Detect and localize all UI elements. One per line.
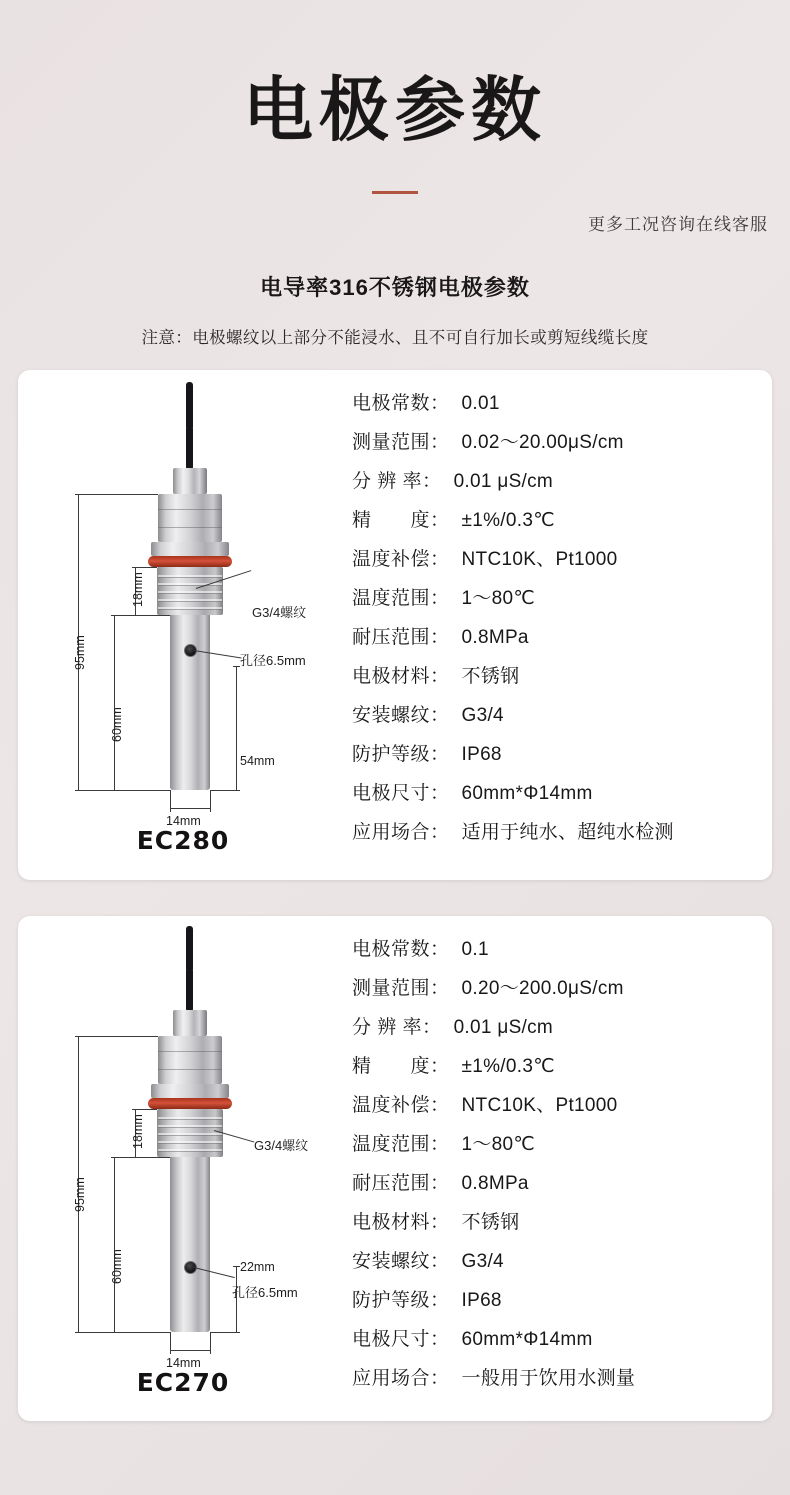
dim-total-label: 95mm — [73, 1177, 87, 1212]
dim-tick — [132, 1157, 139, 1158]
spec-row — [352, 628, 764, 647]
spec-value: ±1%/0.3℃ — [461, 510, 555, 531]
spec-row — [352, 1330, 764, 1349]
dim-ext-line — [210, 1332, 211, 1354]
cable-lower — [186, 968, 193, 1012]
probe-shaft — [170, 1157, 210, 1332]
spec-row — [352, 1213, 764, 1232]
dim-shaft-line — [114, 615, 115, 790]
dim-diameter-label: 14mm — [166, 1356, 201, 1370]
spec-label: 安装螺纹： — [352, 705, 450, 726]
dim-shaft-line — [114, 1157, 115, 1332]
thread-groove — [158, 575, 222, 577]
spec-value: 60mm*Φ14mm — [461, 1329, 593, 1350]
spec-row — [352, 472, 764, 491]
dim-ext-line — [78, 494, 158, 495]
callout-hole: 孔径6.5mm — [232, 1285, 298, 1300]
spec-label: 测量范围： — [352, 432, 450, 453]
spec-row — [352, 940, 764, 959]
spec-label: 温度补偿： — [352, 549, 450, 570]
dim-tick — [233, 666, 240, 667]
spec-row — [352, 706, 764, 725]
page-title: 电极参数 — [243, 69, 547, 151]
cable-upper — [186, 382, 193, 430]
spec-value: G3/4 — [461, 1251, 504, 1272]
thread-groove — [158, 1125, 222, 1127]
spec-value: 0.20～200.0μS/cm — [461, 978, 624, 999]
spec-row — [352, 550, 764, 569]
spec-value: 0.8MPa — [461, 1173, 529, 1194]
thread-groove — [158, 1117, 222, 1119]
probe-figure-ec280 — [18, 370, 348, 880]
spec-value: 不锈钢 — [461, 1212, 520, 1233]
cable-lower — [186, 426, 193, 470]
nut-edge-line — [158, 527, 222, 528]
spec-value: 60mm*Φ14mm — [461, 783, 593, 804]
spec-label: 精 度： — [352, 1056, 450, 1077]
probe-shaft — [170, 615, 210, 790]
dim-lower-line — [236, 666, 237, 790]
thread-groove — [158, 1149, 222, 1151]
page-header — [0, 0, 790, 348]
spec-value: 适用于纯水、超纯水检测 — [461, 822, 674, 843]
spec-row — [352, 511, 764, 530]
spec-row — [352, 1018, 764, 1037]
product-card-ec280 — [18, 370, 772, 880]
thread-groove — [158, 599, 222, 601]
spec-label: 温度范围： — [352, 588, 450, 609]
probe-o-ring — [148, 556, 232, 567]
spec-list-ec270 — [348, 916, 772, 1421]
thread-groove — [158, 591, 222, 593]
dim-lower-label: 22mm — [240, 1260, 275, 1274]
section-title: 电导率316不锈钢电极参数 — [260, 275, 530, 300]
spec-row — [352, 433, 764, 452]
model-name-ec270: EC270 — [136, 1368, 230, 1397]
spec-value: 0.01 — [461, 393, 500, 414]
dim-ext-line — [78, 790, 170, 791]
callout-thread-spec: G3/4螺纹 — [252, 605, 307, 620]
spec-value: 0.02～20.00μS/cm — [461, 432, 624, 453]
spec-row — [352, 745, 764, 764]
dim-ext-line — [210, 1332, 236, 1333]
title-divider — [372, 191, 418, 194]
probe-figure-ec270 — [18, 916, 348, 1421]
probe-hex-nut — [158, 494, 222, 542]
spec-row — [352, 1252, 764, 1271]
spec-value: NTC10K、Pt1000 — [461, 1095, 618, 1116]
nut-edge-line — [158, 509, 222, 510]
dim-ext-line — [170, 790, 171, 812]
dim-shaft-label: 60mm — [110, 1249, 124, 1284]
spec-row — [352, 979, 764, 998]
callout-thread-spec: G3/4螺纹 — [254, 1138, 309, 1153]
spec-value: 0.1 — [461, 939, 489, 960]
spec-value: 0.01 μS/cm — [453, 471, 554, 492]
spec-label: 电极材料： — [352, 666, 450, 687]
spec-label: 电极常数： — [352, 393, 450, 414]
spec-value: 不锈钢 — [461, 666, 520, 687]
spec-label: 电极常数： — [352, 939, 450, 960]
probe-collar — [173, 468, 207, 494]
spec-value: IP68 — [461, 744, 502, 765]
spec-row — [352, 823, 764, 842]
spec-label: 电极材料： — [352, 1212, 450, 1233]
spec-label: 温度补偿： — [352, 1095, 450, 1116]
dim-total-label: 95mm — [73, 635, 87, 670]
product-card-ec270 — [18, 916, 772, 1421]
spec-label: 精 度： — [352, 510, 450, 531]
dim-diameter-line — [170, 808, 210, 809]
online-service-note: 更多工况咨询在线客服 — [588, 215, 768, 234]
probe-collar — [173, 1010, 207, 1036]
model-name-ec280: EC280 — [136, 826, 230, 855]
dim-tick — [111, 790, 118, 791]
dim-lower-label: 54mm — [240, 754, 275, 768]
spec-value: NTC10K、Pt1000 — [461, 549, 618, 570]
nut-edge-line — [158, 1069, 222, 1070]
spec-label: 电极尺寸： — [352, 783, 450, 804]
spec-label: 防护等级： — [352, 1290, 450, 1311]
dim-thread-label: 18mm — [131, 572, 145, 607]
spec-row — [352, 784, 764, 803]
dim-tick — [111, 1332, 118, 1333]
spec-value: 0.8MPa — [461, 627, 529, 648]
spec-label: 安装螺纹： — [352, 1251, 450, 1272]
spec-label: 分 辨 率： — [352, 471, 442, 492]
spec-row — [352, 1174, 764, 1193]
dim-shaft-label: 60mm — [110, 707, 124, 742]
spec-row — [352, 589, 764, 608]
spec-row — [352, 1057, 764, 1076]
dim-ext-line — [135, 567, 157, 568]
dim-ext-line — [210, 790, 236, 791]
spec-label: 分 辨 率： — [352, 1017, 442, 1038]
dim-ext-line — [78, 1036, 158, 1037]
nut-edge-line — [158, 1051, 222, 1052]
thread-groove — [158, 1141, 222, 1143]
spec-row — [352, 1135, 764, 1154]
spec-value: 1～80℃ — [461, 588, 536, 609]
spec-value: ±1%/0.3℃ — [461, 1056, 555, 1077]
spec-value: G3/4 — [461, 705, 504, 726]
probe-o-ring — [148, 1098, 232, 1109]
thread-groove — [158, 607, 222, 609]
probe-flange — [151, 1084, 229, 1098]
probe-hex-nut — [158, 1036, 222, 1084]
spec-value: 一般用于饮用水测量 — [461, 1368, 636, 1389]
spec-label: 耐压范围： — [352, 1173, 450, 1194]
dim-ext-line — [170, 1332, 171, 1354]
callout-hole: 孔径6.5mm — [240, 653, 306, 668]
dim-ext-line — [114, 615, 170, 616]
spec-label: 防护等级： — [352, 744, 450, 765]
spec-row — [352, 1096, 764, 1115]
spec-value: IP68 — [461, 1290, 502, 1311]
spec-label: 耐压范围： — [352, 627, 450, 648]
spec-value: 0.01 μS/cm — [453, 1017, 554, 1038]
spec-label: 应用场合： — [352, 822, 450, 843]
thread-groove — [158, 1133, 222, 1135]
spec-row — [352, 394, 764, 413]
dim-diameter-label: 14mm — [166, 814, 201, 828]
dim-thread-label: 18mm — [131, 1114, 145, 1149]
spec-row — [352, 667, 764, 686]
spec-label: 测量范围： — [352, 978, 450, 999]
spec-row — [352, 1291, 764, 1310]
dim-ext-line — [78, 1332, 170, 1333]
dim-tick — [132, 615, 139, 616]
probe-flange — [151, 542, 229, 556]
spec-list-ec280 — [348, 370, 772, 880]
dim-ext-line — [210, 790, 211, 812]
spec-value: 1～80℃ — [461, 1134, 536, 1155]
dim-ext-line — [135, 1109, 157, 1110]
spec-label: 温度范围： — [352, 1134, 450, 1155]
spec-row — [352, 1369, 764, 1388]
dim-tick — [233, 1266, 240, 1267]
spec-label: 应用场合： — [352, 1368, 450, 1389]
dim-diameter-line — [170, 1350, 210, 1351]
dim-ext-line — [114, 1157, 170, 1158]
notice-text: 注意：电极螺纹以上部分不能浸水、且不可自行加长或剪短线缆长度 — [141, 329, 649, 347]
cable-upper — [186, 926, 193, 972]
spec-label: 电极尺寸： — [352, 1329, 450, 1350]
